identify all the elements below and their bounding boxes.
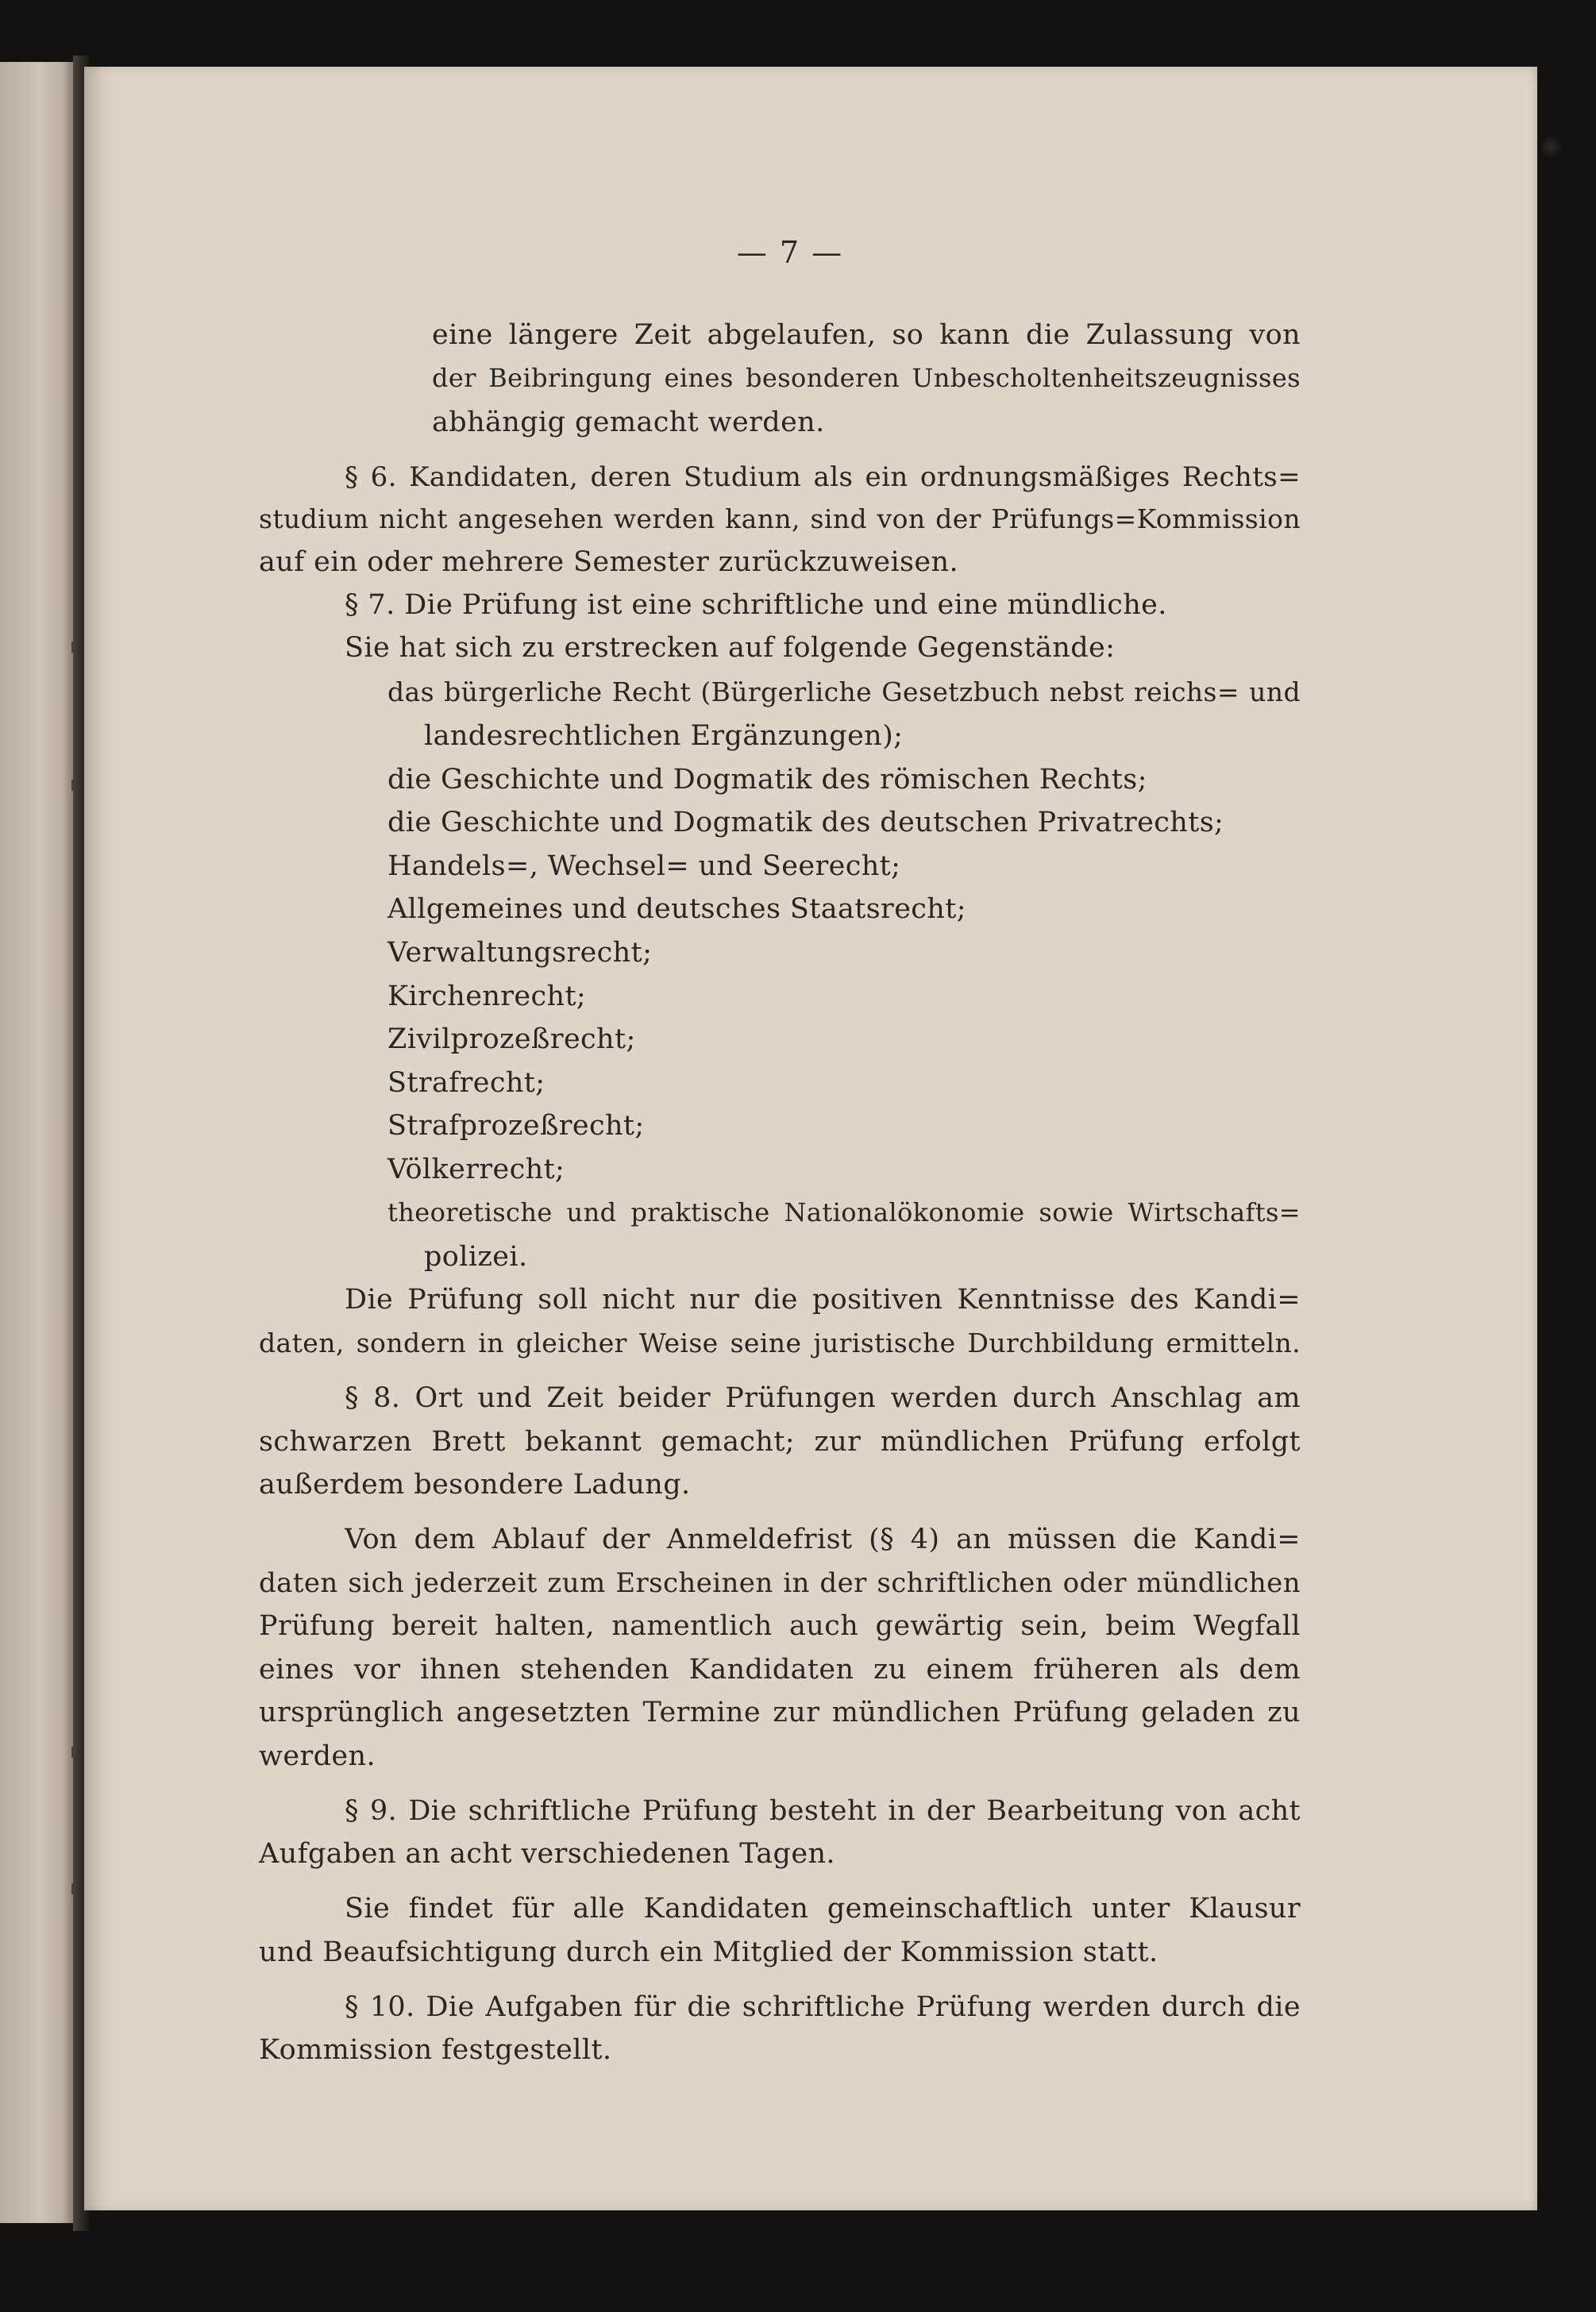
text-line: § 8. Ort und Zeit beider Prüfungen werden durch Anschlag am [345, 1385, 1301, 1414]
list-item: Strafprozeßrecht; [387, 1110, 645, 1142]
list-item: die Geschichte und Dogmatik des römischen Rechts; [387, 764, 1147, 796]
text-line: eine längere Zeit abgelaufen, so kann die Zulassung von [432, 322, 1301, 351]
list-item: Völkerrecht; [387, 1154, 565, 1185]
text-line: werden. [259, 1740, 376, 1772]
text-line: auf ein oder mehrere Semester zurückzuweisen. [259, 546, 959, 578]
text-line: der Beibringung eines besonderen Unbescholtenheitszeugnisses [432, 365, 1301, 393]
text-line: Die Prüfung soll nicht nur die positiven Kenntnisse des Kandi= [345, 1286, 1301, 1316]
text-line: daten sich jederzeit zum Erscheinen in der schriftlichen oder mündlichen [259, 1570, 1301, 1599]
list-item: landesrechtlichen Ergänzungen); [424, 720, 904, 752]
list-item: Allgemeines und deutsches Staatsrecht; [387, 893, 966, 925]
text-line: ursprünglich angesetzten Termine zur mündlichen Prüfung geladen zu [259, 1699, 1301, 1728]
list-item: die Geschichte und Dogmatik des deutschen Privatrechts; [387, 807, 1224, 838]
list-item: Zivilprozeßrecht; [387, 1023, 636, 1055]
text-line: außerdem besondere Ladung. [259, 1469, 691, 1501]
list-item: theoretische und praktische Nationalökonomie sowie Wirtschafts= [387, 1200, 1301, 1227]
list-item: Strafrecht; [387, 1067, 545, 1099]
text-line: Prüfung bereit halten, namentlich auch gewärtig sein, beim Wegfall [259, 1613, 1301, 1642]
text-line: Aufgaben an acht verschiedenen Tagen. [259, 1838, 835, 1870]
list-item: polizei. [424, 1241, 528, 1273]
text-line: Sie findet für alle Kandidaten gemeinschaftlich unter Klausur [345, 1895, 1301, 1925]
text-line: Von dem Ablauf der Anmeldefrist (§ 4) an müssen die Kandi= [345, 1526, 1301, 1555]
text-line: Kommission festgestellt. [259, 2034, 612, 2066]
text-line: und Beaufsichtigung durch ein Mitglied der Kommission statt. [259, 1936, 1158, 1968]
list-item: das bürgerliche Recht (Bürgerliche Gesetzbuch nebst reichs= und [387, 679, 1301, 707]
list-item: Verwaltungsrecht; [387, 937, 653, 969]
text-line: daten, sondern in gleicher Weise seine juristische Durchbildung ermitteln. [259, 1330, 1301, 1358]
list-item: Kirchenrecht; [387, 981, 587, 1012]
text-line: § 10. Die Aufgaben für die schriftliche Prüfung werden durch die [345, 1994, 1301, 2023]
text-line: § 9. Die schriftliche Prüfung besteht in der Bearbeitung von acht [345, 1798, 1301, 1827]
text-line: § 7. Die Prüfung ist eine schriftliche und eine mündliche. [345, 589, 1167, 621]
page-number: — 7 — [736, 235, 844, 270]
text-line: studium nicht angesehen werden kann, sind von der Prüfungs=Kommission [259, 506, 1301, 534]
text-line: § 6. Kandidaten, deren Studium als ein ordnungsmäßiges Rechts= [345, 464, 1301, 493]
text-line: schwarzen Brett bekannt gemacht; zur mündlichen Prüfung erfolgt [259, 1428, 1301, 1458]
list-item: Handels=, Wechsel= und Seerecht; [387, 850, 901, 882]
text-line: eines vor ihnen stehenden Kandidaten zu einem früheren als dem [259, 1656, 1301, 1686]
text-line: Sie hat sich zu erstrecken auf folgende Gegenstände: [345, 632, 1116, 664]
text-line: abhängig gemacht werden. [432, 407, 825, 438]
